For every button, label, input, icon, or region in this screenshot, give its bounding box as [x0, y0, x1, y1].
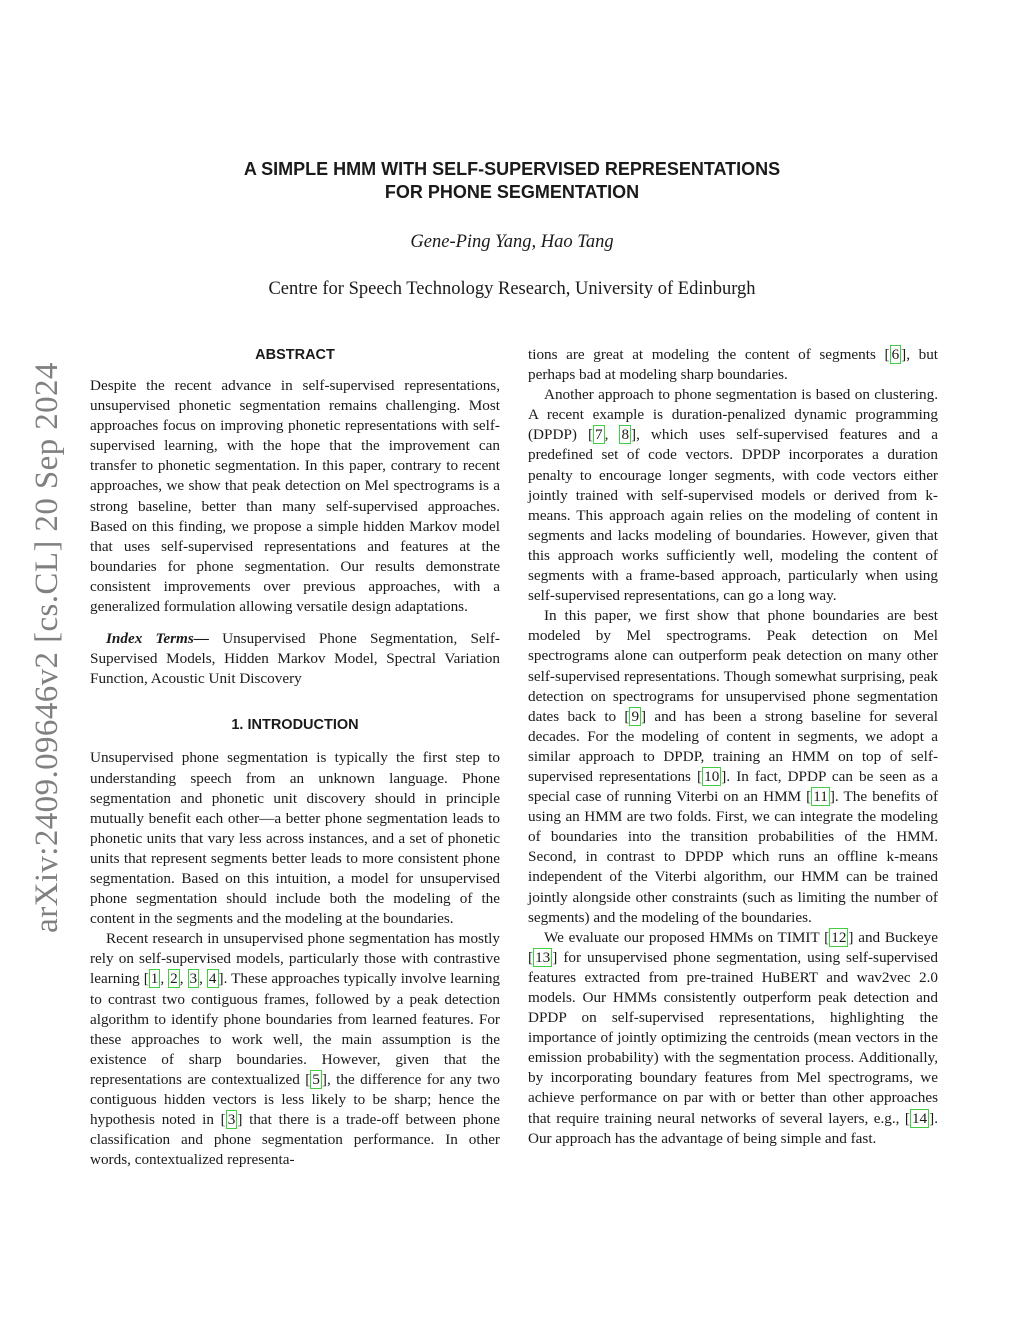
intro-paragraph-5	[528, 928, 938, 1149]
text-run: tions are great at modeling the content of segments [	[528, 346, 890, 363]
text-run: ] and Buckeye [	[528, 928, 938, 966]
text-run: ], the difference for any two contiguous hidden vectors is less likely to be sharp; hence the hypothesis noted in [	[90, 1070, 500, 1129]
text-run: ]. Our approach has the advantage of being simple and fast.	[528, 1109, 938, 1147]
citation-link[interactable]: 4	[208, 970, 217, 988]
text-run: In this paper, we first show that phone boundaries are best modeled by Mel spectrograms. Peak detection on Mel spectrograms alone can outperform peak detection on many other self-supervised representations. Though somewhat surprising, peak detection on spectrograms for unsupervised phone segmentation dates back to [	[528, 607, 938, 725]
text-run: ] for unsupervised phone segmentation, using self-supervised features extracted from pre-trained HuBERT and wav2vec 2.0 models. Our HMMs consistently outperform peak detection and DPDP on self-supervised representations, highlighting the importance of jointly optimizing the centroids (mean vectors in the emission probability) with the segmentation process. Additionally, by incorporating boundary features from Mel spectrograms, we achieve performance on par with or better than other approaches that require training neural networks of several layers, e.g., [	[528, 948, 938, 1127]
arxiv-id-text: arXiv:2409.09646v2 [cs.CL] 20 Sep 2024	[28, 362, 65, 933]
citation-link[interactable]: 13	[535, 948, 551, 966]
text-run: Another approach to phone segmentation is based on clustering. A recent example is duration-penalized dynamic programming (DPDP) [	[528, 386, 938, 444]
authors: Gene-Ping Yang, Hao Tang	[410, 232, 614, 252]
citation-link[interactable]: 6	[891, 346, 900, 363]
intro-paragraph-1: Unsupervised phone segmentation is typically the first step to understanding speech from an unknown language. Phone segmentation and phonetic unit discovery should in principle mutually benefit each other—a better phone segmentation leads to phonetic units that vary less across instances, and a set of phonetic units that represent segments better leads to more consistent phone segmentation. Based on this intuition, a model for unsupervised phone segmentation should include both the modeling of the content in the segments and the modeling at the boundaries.	[90, 749, 500, 928]
title-line-1: A SIMPLE HMM WITH SELF-SUPERVISED REPRESENTATIONS	[243, 159, 781, 179]
intro-paragraph-2: Recent research in unsupervised phone segmentation has mostly rely on self-supervised models, particularly those with contrastive learning [ 1 , 2 , 3 , 4 ]. These approaches typically involve learning to contrast two contiguous frames, followed by a peak detection algorithm to identify phone boundaries from learned features. For these approaches to work well, the main assumption is the existence of sharp boundaries. However, given that the representations are contextualized [ 5 ], the difference for any two contiguous hidden vectors is less likely to be sharp; hence the hypothesis noted in [ 3 ] that there is a trade-off between phone classification and phone segmentation performance. In other words, contextualized representa-	[90, 930, 501, 1169]
affiliation: Centre for Speech Technology Research, University of Edinburgh	[268, 279, 756, 299]
citation-link[interactable]: 1	[150, 970, 159, 988]
index-terms-label: Index Terms—	[106, 630, 209, 648]
index-terms	[90, 629, 500, 689]
abstract-heading: ABSTRACT	[255, 347, 335, 363]
intro-paragraph-3: Another approach to phone segmentation is based on clustering. A recent example is duration-penalized dynamic programming (DPDP) [ 7 , 8 ], which uses self-supervised features and a predefined set of code vectors. DPDP incorporates a duration penalty to encourage longer segments, with code vectors either jointly trained with self-supervised models or derived from k-means. This approach again relies on the modeling of content in segments and lacks modeling of boundaries. However, given that this approach works sufficiently well, modeling the content of segments with a frame-based approach, particularly when using self-supervised representations, can go a long way.	[528, 386, 938, 605]
text-run: ]. In fact, DPDP can be seen as a special case of running Viterbi on an HMM [	[528, 767, 938, 806]
title-line-2: FOR PHONE SEGMENTATION	[384, 182, 640, 202]
index-terms-text: Unsupervised Phone Segmentation, Self-Supervised Models, Hidden Markov Model, Spectral Variation Function, Acoustic Unit Discovery	[90, 630, 500, 688]
left-column	[90, 345, 500, 1170]
abstract-text: Despite the recent advance in self-supervised representations, unsupervised phonetic segmentation remains challenging. Most approaches focus on improving phonetic representations with self-supervised learning, with the hope that the improvement can transfer to phonetic segmentation. In this paper, contrary to recent approaches, we show that peak detection on Mel spectrograms is a strong baseline, better than many self-supervised approaches. Based on this finding, we propose a simple hidden Markov model that uses self-supervised representations and features at the boundaries for phone segmentation. Our results demonstrate consistent improvements over previous approaches, with a generalized formulation allowing versatile design adaptations.	[90, 377, 500, 616]
text-run: ], but perhaps bad at modeling sharp boundaries.	[528, 346, 939, 384]
citation-link[interactable]: 5	[312, 1070, 320, 1088]
text-run: We evaluate our proposed HMMs on TIMIT [	[544, 928, 830, 946]
citation-link[interactable]: 2	[170, 970, 178, 988]
citation-link[interactable]: 7	[595, 426, 603, 444]
paper-title	[0, 158, 1024, 204]
text-run: ]. The benefits of using an HMM are two folds. First, we can integrate the modeling of boundaries into the transition probabilities of the HMM. Second, in contrast to DPDP which runs an offline k-means independent of the Viterbi algorithm, our HMM can be trained jointly alongside other constraints (such as limiting the number of segments) and the modeling of the boundaries.	[528, 788, 938, 926]
citation-link[interactable]: 3	[227, 1111, 236, 1129]
intro-paragraph-continued	[528, 345, 938, 385]
text-run: ], which uses self-supervised features and a predefined set of code vectors. DPDP incorporates a duration penalty to encourage longer segments, with code vectors either jointly trained with self-supervised models or derived from k-means. This approach again relies on the modeling of content in segments and lacks modeling of boundaries. However, given that this approach works sufficiently well, modeling the content of segments with a frame-based approach, particularly when using self-supervised representations, can go a long way.	[528, 426, 938, 605]
citation-link[interactable]: 3	[189, 970, 198, 988]
citation-link[interactable]: 11	[813, 788, 828, 806]
citation-link[interactable]: 8	[621, 426, 630, 444]
text-run: ]. These approaches typically involve learning to contrast two contiguous frames, followed by a peak detection algorithm to identify phone boundaries from learned features. For these approaches to work well, the main assumption is the existence of sharp boundaries. However, given that the representations are contextualized [	[90, 970, 501, 1088]
text-run: Recent research in unsupervised phone segmentation has mostly rely on self-supervised models, particularly those with contrastive learning [	[90, 930, 500, 988]
text-run: ] that there is a trade-off between phone classification and phone segmentation performance. In other words, contextualized representa-	[90, 1111, 500, 1169]
citation-link[interactable]: 10	[704, 767, 720, 785]
right-column	[528, 345, 938, 1149]
introduction-heading: 1. INTRODUCTION	[231, 717, 359, 734]
citation-link[interactable]: 14	[911, 1109, 928, 1127]
citation-link[interactable]: 9	[631, 707, 640, 725]
citation-link[interactable]: 12	[831, 928, 847, 946]
arxiv-identifier-stamp	[22, 355, 72, 940]
text-run: ] and has been a strong baseline for several decades. For the modeling of content in segments, we adopt a similar approach to DPDP, training an HMM on top of self-supervised representations [	[528, 707, 938, 785]
intro-paragraph-4	[528, 606, 938, 928]
